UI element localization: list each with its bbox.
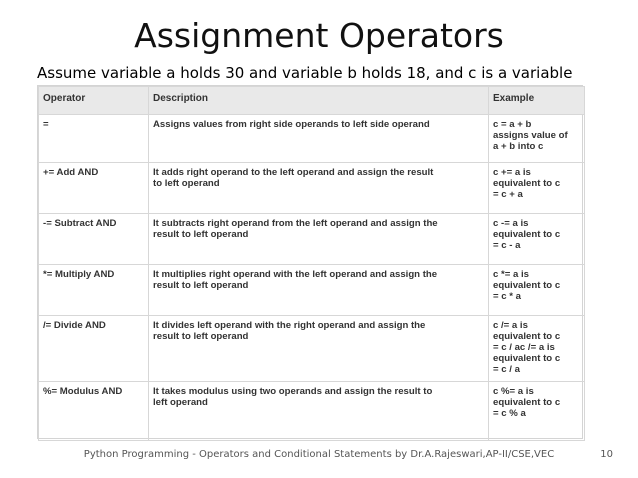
slide-footer: Python Programming - Operators and Conditional Statements by Dr.A.Rajeswari,AP-II/CSE,VEC [83,449,555,460]
example-cell: c = a + b assigns value of a + b into c [489,115,585,163]
operator-cell: += Add AND [39,163,149,214]
header-description: Description [149,87,489,115]
operators-table-container [37,85,583,439]
description-cell: It multiplies right operand with the left operand and assign the result to left operand [149,265,489,316]
slide-title: Assignment Operators [134,16,504,55]
example-cell: c /= a is equivalent to c = c / ac /= a is equivalent to c = c / a [489,316,585,382]
description-cell: It takes modulus using two operands and assign the result to left operand [149,382,489,441]
operator-cell: = [39,115,149,163]
table-row [39,382,585,441]
table-row [39,163,585,214]
example-cell: c -= a is equivalent to c = c - a [489,214,585,265]
description-cell: It divides left operand with the right operand and assign the result to left operand [149,316,489,382]
description-cell: Assigns values from right side operands to left side operand [149,115,489,163]
description-cell: It adds right operand to the left operand and assign the result to left operand [149,163,489,214]
table-row [39,214,585,265]
slide-subtitle: Assume variable a holds 30 and variable b holds 18, and c is a variable [37,64,573,82]
operator-cell: -= Subtract AND [39,214,149,265]
table-row [39,316,585,382]
example-cell: c %= a is equivalent to c = c % a [489,382,585,441]
operator-cell: %= Modulus AND [39,382,149,441]
operators-table [38,86,585,441]
operator-cell: *= Multiply AND [39,265,149,316]
header-operator: Operator [39,87,149,115]
table-header-row [39,87,585,115]
example-cell: c += a is equivalent to c = c + a [489,163,585,214]
operator-cell: /= Divide AND [39,316,149,382]
table-row [39,265,585,316]
table-row [39,115,585,163]
description-cell: It subtracts right operand from the left operand and assign the result to left operand [149,214,489,265]
example-cell: c *= a is equivalent to c = c * a [489,265,585,316]
header-example: Example [489,87,585,115]
page-number: 10 [600,449,613,460]
